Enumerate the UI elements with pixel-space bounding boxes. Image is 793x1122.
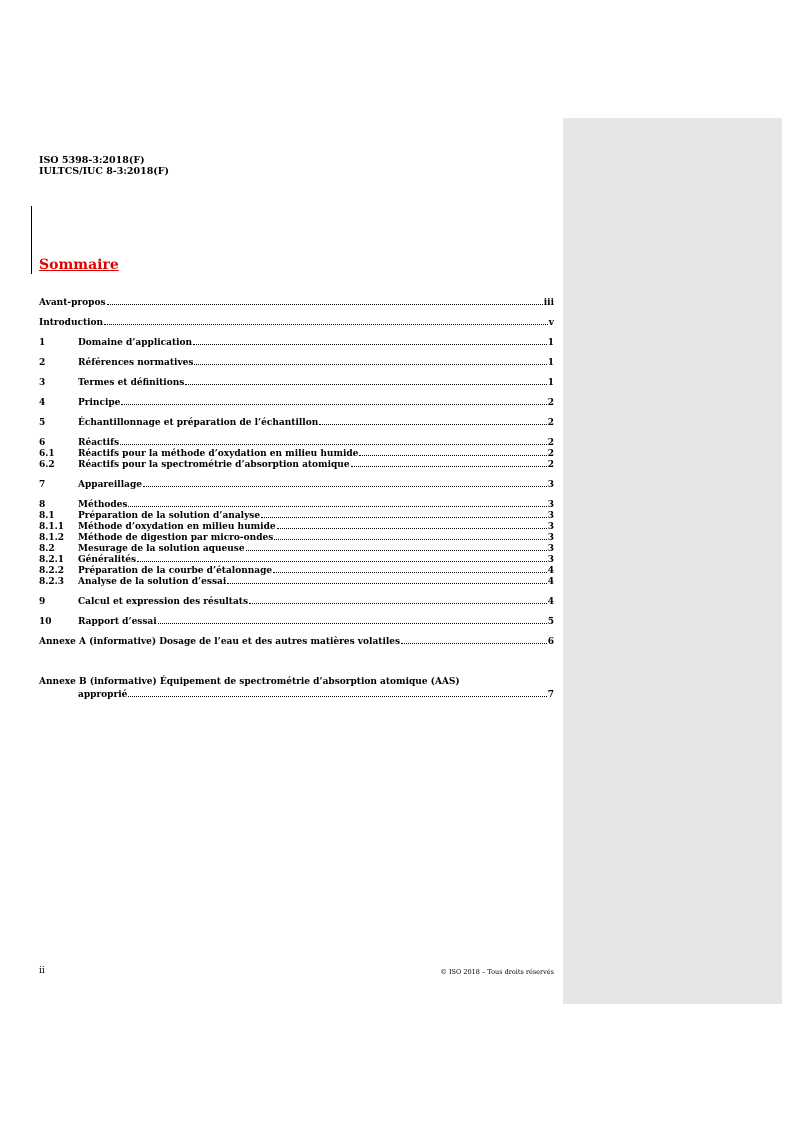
toc-dot-leader (193, 336, 547, 345)
toc-dot-leader (128, 498, 546, 507)
header-line-2: IULTCS/IUC 8-3:2018(F) (39, 166, 170, 177)
toc-dot-leader (401, 635, 547, 644)
toc-entry-number: 1 (39, 338, 46, 348)
toc-dot-leader (246, 542, 547, 551)
toc-entry-number: 8.2.2 (39, 566, 65, 576)
toc-dot-leader (261, 509, 547, 518)
toc-entry-page: 4 (547, 566, 554, 576)
toc-entry-title: Réactifs pour la méthode d’oxydation en milieu humide (78, 449, 359, 459)
document-header (39, 155, 169, 177)
toc-dot-leader (277, 520, 547, 529)
toc-dot-leader (273, 564, 547, 573)
toc-dot-leader (359, 447, 546, 456)
toc-entry-title: Préparation de la courbe d’étalonnage (78, 566, 273, 576)
toc-entry-page: 3 (547, 544, 554, 554)
toc-entry[interactable] (39, 416, 554, 427)
toc-entry-title: Appareillage (78, 480, 142, 490)
toc-entry-number: 6 (39, 438, 46, 448)
toc-entry[interactable] (39, 564, 554, 575)
toc-entry-page: 7 (547, 690, 554, 700)
revision-change-bar (31, 206, 32, 274)
toc-entry-page: 3 (547, 480, 554, 490)
toc-entry-page: 3 (547, 500, 554, 510)
toc-heading: Sommaire (39, 257, 119, 273)
toc-entry[interactable] (39, 336, 554, 347)
toc-entry-page: 4 (547, 597, 554, 607)
toc-entry[interactable] (39, 595, 554, 606)
toc-entry-title: Calcul et expression des résultats (78, 597, 249, 607)
toc-entry-page: 1 (547, 358, 554, 368)
toc-entry[interactable] (39, 356, 554, 367)
toc-entry-page: 3 (547, 522, 554, 532)
toc-dot-leader (185, 376, 546, 385)
toc-dot-leader (194, 356, 546, 365)
toc-entry-number: 10 (39, 617, 52, 627)
toc-dot-leader (104, 316, 548, 325)
toc-dot-leader (107, 296, 543, 305)
toc-entry-page: 4 (547, 577, 554, 587)
toc-entry[interactable] (39, 553, 554, 564)
toc-entry[interactable] (39, 396, 554, 407)
toc-entry-number: 8.1.2 (39, 533, 65, 543)
toc-entry-page: 2 (547, 438, 554, 448)
toc-entry-number: 8.2.1 (39, 555, 65, 565)
toc-entry-page: 2 (547, 449, 554, 459)
toc-entry-title: Mesurage de la solution aqueuse (78, 544, 245, 554)
toc-entry-page: 3 (547, 511, 554, 521)
toc-entry-number: 9 (39, 597, 46, 607)
toc-entry-title: Préparation de la solution d’analyse (78, 511, 261, 521)
footer-page-number: ii (39, 966, 45, 976)
toc-entry[interactable] (39, 531, 554, 542)
toc-annex-b-title[interactable]: Annexe B (informative) Équipement de spectrométrie d’absorption atomique (AAS) (39, 677, 460, 687)
toc-dot-leader (227, 575, 546, 584)
toc-entry-number: 8.2 (39, 544, 55, 554)
toc-entry-number: 8.2.3 (39, 577, 65, 587)
toc-entry[interactable] (39, 542, 554, 553)
toc-dot-leader (158, 615, 547, 624)
toc-entry-title: Références normatives (78, 358, 194, 368)
toc-entry[interactable] (39, 436, 554, 447)
toc-entry-page: 1 (547, 338, 554, 348)
toc-dot-leader (319, 416, 546, 425)
toc-entry-title: Réactifs pour la spectrométrie d’absorption atomique (78, 460, 350, 470)
toc-entry[interactable] (39, 478, 554, 489)
toc-entry-number: 6.2 (39, 460, 55, 470)
toc-entry[interactable] (39, 296, 554, 307)
toc-entry[interactable] (39, 316, 554, 327)
toc-entry-title: Méthode de digestion par micro-ondes (78, 533, 274, 543)
toc-entry[interactable] (39, 615, 554, 626)
toc-entry[interactable] (39, 635, 554, 646)
toc-entry-title: Réactifs (78, 438, 120, 448)
toc-entry[interactable] (39, 575, 554, 586)
toc-dot-leader (137, 553, 547, 562)
toc-entry-page: iii (543, 298, 554, 308)
toc-entry-number: 5 (39, 418, 46, 428)
toc-entry-page: 3 (547, 533, 554, 543)
toc-entry-number: 4 (39, 398, 46, 408)
toc-dot-leader (249, 595, 547, 604)
toc-entry-title: Échantillonnage et préparation de l’échantillon (78, 418, 319, 428)
toc-entry-number: 6.1 (39, 449, 55, 459)
footer-copyright: © ISO 2018 – Tous droits réservés (440, 968, 554, 976)
toc-entry[interactable] (39, 458, 554, 469)
toc-entry-number: 8 (39, 500, 46, 510)
toc-entry-number: 8.1 (39, 511, 55, 521)
toc-entry-title: Domaine d’application (78, 338, 193, 348)
toc-dot-leader (274, 531, 546, 540)
toc-entry-title: Principe (78, 398, 121, 408)
toc-entry-page: v (548, 318, 554, 328)
toc-entry-number: 3 (39, 378, 46, 388)
toc-entry-title: Analyse de la solution d’essai (78, 577, 227, 587)
toc-entry-title: Généralités (78, 555, 137, 565)
toc-dot-leader (121, 396, 546, 405)
comment-pane (563, 118, 782, 1004)
toc-entry[interactable] (39, 376, 554, 387)
toc-entry-title: Avant-propos (39, 298, 106, 308)
toc-entry-page: 1 (547, 378, 554, 388)
toc-entry-page: 2 (547, 418, 554, 428)
toc-entry-number: 7 (39, 480, 46, 490)
toc-entry-title: Annexe A (informative) Dosage de l’eau et des autres matières volatiles (39, 637, 401, 647)
toc-entry-page: 3 (547, 555, 554, 565)
toc-entry[interactable] (39, 520, 554, 531)
toc-entry[interactable] (39, 447, 554, 458)
toc-dot-leader (128, 688, 546, 697)
toc-entry-title: Méthode d’oxydation en milieu humide (78, 522, 276, 532)
toc-dot-leader (120, 436, 547, 445)
toc-entry[interactable] (39, 509, 554, 520)
toc-entry-title: Rapport d’essai (78, 617, 157, 627)
toc-dot-leader (143, 478, 547, 487)
toc-entry-page: 6 (547, 637, 554, 647)
toc-entry-title: Méthodes (78, 500, 128, 510)
toc-entry-number: 2 (39, 358, 46, 368)
toc-entry-title: Introduction (39, 318, 104, 328)
toc-entry-number: 8.1.1 (39, 522, 65, 532)
toc-entry-title: Termes et définitions (78, 378, 185, 388)
toc-entry-page: 2 (547, 398, 554, 408)
toc-annex-b-continuation[interactable] (39, 688, 554, 699)
toc-entry-title: approprié (78, 690, 128, 700)
toc-dot-leader (351, 458, 547, 467)
header-line-1: ISO 5398-3:2018(F) (39, 155, 145, 166)
toc-entry-page: 2 (547, 460, 554, 470)
toc-entry-page: 5 (547, 617, 554, 627)
toc-entry[interactable] (39, 498, 554, 509)
